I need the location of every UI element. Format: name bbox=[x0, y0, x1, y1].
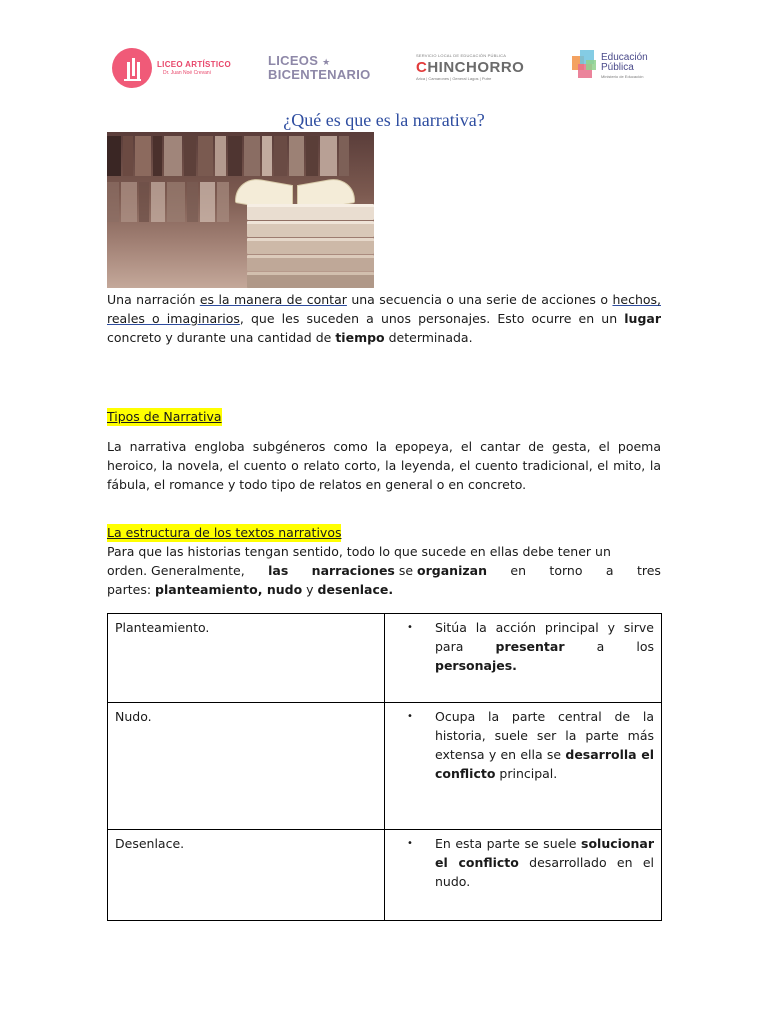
parts-table bbox=[107, 613, 662, 921]
liceos-bicentenario-logo bbox=[268, 54, 371, 81]
table-row bbox=[108, 830, 662, 921]
chinchorro-name: HINCHORRO bbox=[427, 59, 525, 76]
chinchorro-top-text: SERVICIO LOCAL DE EDUCACIÓN PÚBLICA bbox=[416, 53, 507, 58]
educacion-publica-emblem-icon bbox=[572, 50, 598, 82]
liceo-artistico-logo bbox=[112, 48, 231, 88]
table-row bbox=[108, 614, 662, 703]
estructura-paragraph: Para que las historias tengan sentido, todo lo que sucede en ellas debe tener un orden. Generalmente, las narraciones se organizan en torno a tres partes: planteamiento, nudo y desenlace. bbox=[107, 544, 661, 597]
part-description-cell: • En esta parte se suele solucionar el conflicto desarrollado en el nudo. bbox=[385, 830, 662, 921]
books-photo bbox=[107, 132, 374, 288]
part-name-cell: Planteamiento. bbox=[108, 614, 385, 703]
part-name-cell: Nudo. bbox=[108, 703, 385, 830]
intro-paragraph: Una narración es la manera de contar una secuencia o una serie de acciones o hechos, reales o imaginarios, que les suceden a unos personajes. Esto ocurre en un lugar concreto y durante una cantidad de tiempo determinada. bbox=[107, 292, 661, 345]
bicentenario-line2: BICENTENARIO bbox=[268, 67, 371, 82]
liceo-artistico-subtitle: Dr. Juan Noé Crevani bbox=[163, 69, 211, 76]
intro-link-manera: es la manera de contar bbox=[199, 292, 347, 307]
part-name-cell: Desenlace. bbox=[108, 830, 385, 921]
liceo-artistico-name: LICEO ARTÍSTICO bbox=[157, 59, 231, 69]
tipos-heading: Tipos de Narrativa bbox=[107, 409, 222, 424]
bullet-icon: • bbox=[407, 838, 413, 849]
bicentenario-line1: LICEOS bbox=[268, 53, 319, 68]
intro-link-hechos: hechos, reales o imaginarios bbox=[107, 292, 661, 326]
chinchorro-first-letter: C bbox=[416, 59, 428, 76]
educacion-line1: Educación bbox=[601, 51, 648, 63]
educacion-line3: Ministerio de Educación bbox=[601, 73, 644, 79]
header-logos bbox=[0, 44, 768, 96]
educacion-line2: Pública bbox=[601, 62, 634, 74]
part-description-cell: • Ocupa la parte central de la historia, suele ser la parte más extensa y en ella se desarrolla el conflicto principal. bbox=[385, 703, 662, 830]
page-title: ¿Qué es que es la narrativa? bbox=[283, 110, 485, 130]
estructura-heading: La estructura de los textos narrativos bbox=[107, 525, 342, 540]
chinchorro-bottom-text: Arica | Camarones | General Lagos | Putre bbox=[416, 76, 492, 81]
chinchorro-logo bbox=[416, 54, 524, 81]
tipos-paragraph: La narrativa engloba subgéneros como la epopeya, el cantar de gesta, el poema heroico, la novela, el cuento o relato corto, la leyenda, el cuento tradicional, el mito, la fábula, el romance y todo tipo de relatos en general o en concreto. bbox=[107, 439, 661, 492]
star-icon: ★ bbox=[322, 57, 331, 67]
bullet-icon: • bbox=[407, 711, 413, 722]
bullet-icon: • bbox=[407, 622, 413, 633]
table-row bbox=[108, 703, 662, 830]
liceo-artistico-emblem-icon bbox=[112, 48, 152, 88]
educacion-publica-logo bbox=[572, 50, 648, 82]
part-description-cell: • Sitúa la acción principal y sirve para presentar a los personajes. bbox=[385, 614, 662, 703]
